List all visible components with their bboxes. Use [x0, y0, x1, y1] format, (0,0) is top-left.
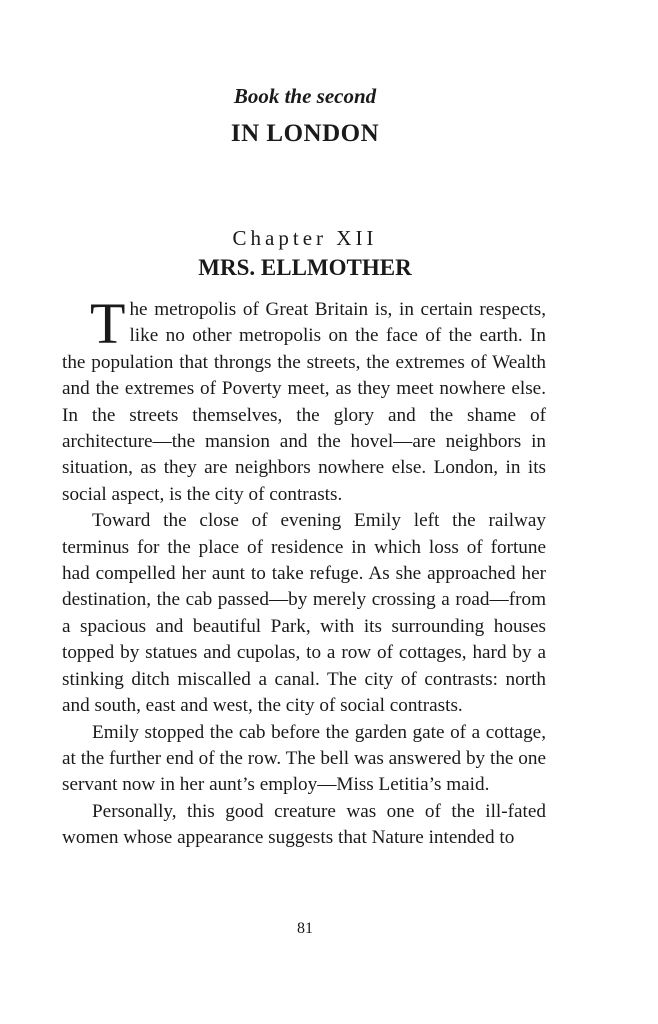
part-title: IN LONDON: [230, 120, 380, 147]
drop-cap: T: [90, 291, 126, 356]
body-text: [62, 291, 546, 852]
chapter-label: Chapter XII: [232, 226, 378, 250]
paragraph-4: Personally, this good creature was one of the ill-fated women whose appearance suggests that Nature intended to: [62, 800, 546, 849]
paragraph-2: Toward the close of evening Emily left the railway terminus for the place of residence in which loss of fortune had compelled her aunt to take refuge. As she approached her destination, the cab passed—by merely crossing a road—from a spacious and beautiful Park, with its surrounding houses topped by statues and cupolas, to a row of cottages, hard by a stinking ditch miscalled a canal. The city of contrasts: north and south, east and west, the city of social contrasts.: [62, 510, 546, 717]
page-number: 81: [297, 920, 313, 937]
book-label: Book the second: [233, 84, 377, 108]
paragraph-1-text: he metropolis of Great Britain is, in certain respects, like no other metropolis on the face of the earth. In the population that throngs the streets, the extremes of Wealth and the extremes of Poverty meet, as they meet nowhere else. In the streets themselves, the glory and the shame of architecture—the mansion and the hovel—are neighbors in situation, as they are neighbors nowhere else. London, in its social aspect, is the city of contrasts.: [62, 299, 546, 505]
paragraph-1: [62, 291, 546, 508]
paragraph-3: Emily stopped the cab before the garden gate of a cottage, at the further end of the row. The bell was answered by the one servant now in her aunt’s employ—Miss Letitia’s maid.: [62, 721, 546, 796]
chapter-title: MRS. ELLMOTHER: [198, 255, 412, 280]
